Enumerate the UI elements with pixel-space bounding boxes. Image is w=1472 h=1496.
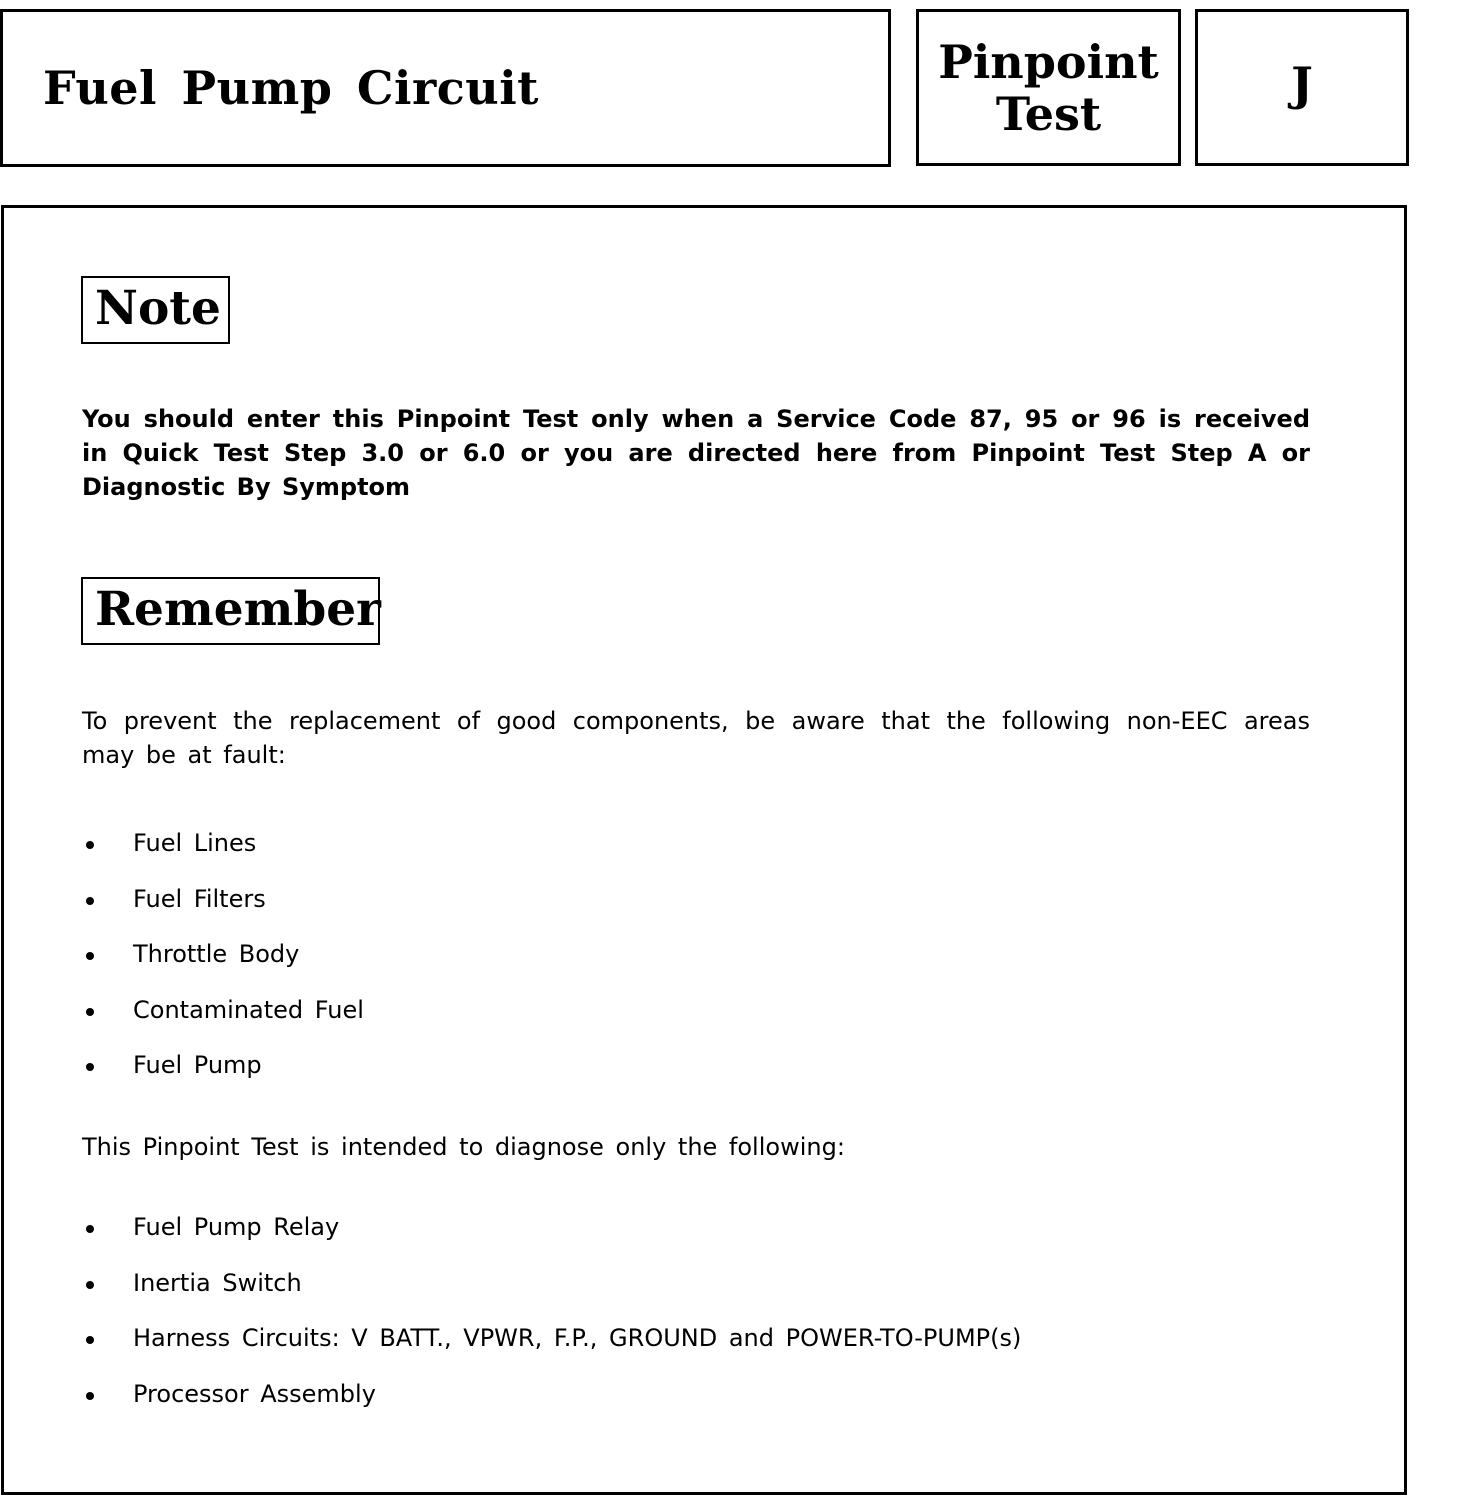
diagnose-intro: This Pinpoint Test is intended to diagnose only the following: [82,1133,845,1161]
list-item [82,882,364,938]
list-item-label: Processor Assembly [133,1379,376,1408]
bullet-icon [86,897,94,905]
list-item [82,937,364,993]
list-item [82,1377,1021,1433]
list-item-label: Fuel Lines [133,829,257,857]
list-item-label: Inertia Switch [133,1268,302,1297]
bullet-icon [86,1336,94,1344]
list-item-label: Contaminated Fuel [133,995,364,1024]
bullet-icon [86,1008,94,1016]
remember-intro: To prevent the replacement of good components, be aware that the following non-EEC areas may be at fault: [82,707,1310,769]
list-item [82,826,364,882]
test-type-label-line1: Pinpoint [938,34,1159,89]
bullet-icon [86,952,94,960]
non-eec-areas-list [82,826,364,1104]
list-item [82,1048,364,1104]
list-item-label: Fuel Filters [133,884,266,913]
remember-heading: Remember [81,577,380,645]
note-heading: Note [81,276,230,344]
bullet-icon [86,1063,94,1071]
list-item-label: Fuel Pump [133,1051,262,1079]
bullet-icon [86,1281,94,1289]
content-box [1,205,1407,1495]
page-title: Fuel Pump Circuit [43,61,539,115]
list-item-label: Fuel Pump Relay [133,1213,340,1241]
bullet-icon [86,841,94,849]
list-item [82,993,364,1049]
test-type-box [916,9,1181,166]
list-item [82,1210,1021,1266]
list-item-label: Harness Circuits: V BATT., VPWR, F.P., GROUND and POWER-TO-PUMP(s) [133,1324,1022,1352]
title-box [0,9,891,167]
list-item [82,1321,1021,1377]
test-letter: J [1291,56,1313,111]
test-letter-box [1195,9,1409,166]
bullet-icon [86,1225,94,1233]
note-text: You should enter this Pinpoint Test only when a Service Code 87, 95 or 96 is received in Quick Test Step 3.0 or 6.0 or you are directed here from Pinpoint Test Step A or Diagnostic By Symptom [82,405,1310,501]
bullet-icon [86,1392,94,1400]
test-type-label-line2: Test [995,86,1102,141]
diagnose-list [82,1210,1021,1432]
list-item-label: Throttle Body [133,940,300,968]
list-item [82,1266,1021,1322]
